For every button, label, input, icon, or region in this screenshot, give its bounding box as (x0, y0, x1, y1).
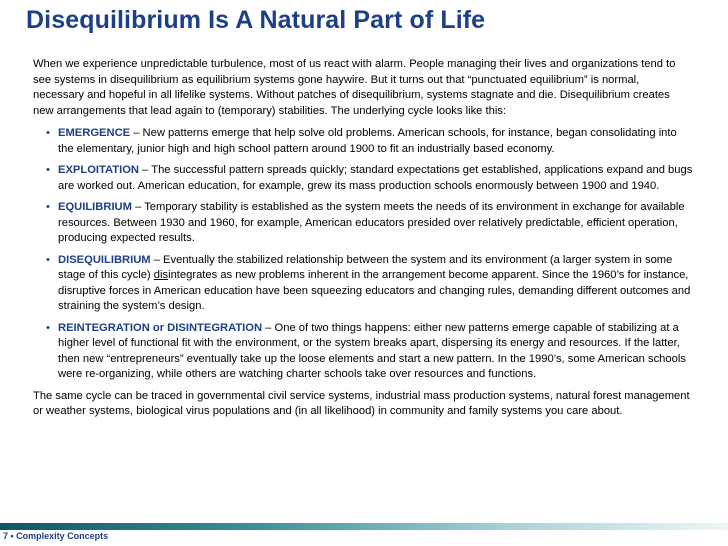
cycle-term: DISEQUILIBRIUM (58, 253, 151, 266)
cycle-item-reintegration (33, 321, 693, 383)
slide-body (33, 57, 693, 420)
cycle-description: – New patterns emerge that help solve old problems. American schools, for instance, began consolidating into the elementary, junior high and high school pattern around 1900 to fit an industrially based economy. (58, 127, 677, 155)
slide-title: Disequilibrium Is A Natural Part of Life (26, 6, 486, 34)
bullet-icon: • (46, 321, 50, 334)
cycle-item-equilibrium (33, 200, 693, 247)
cycle-term: EQUILIBRIUM (58, 201, 132, 213)
cycle-item-disequilibrium (33, 253, 693, 315)
underlined-prefix: dis (153, 269, 169, 281)
cycle-term: EMERGENCE (58, 127, 131, 139)
cycle-description: – The successful pattern spreads quickly; standard expectations get established, applications expand and bugs are worked out. American education, for example, grew its mass production schools enormously between 1900 and 1940. (58, 164, 693, 192)
cycle-term: REINTEGRATION or DISINTEGRATION (58, 321, 263, 334)
intro-paragraph: When we experience unpredictable turbulence, most of us react with alarm. People managing their lives and organizations tend to see systems in disequilibrium as equilibrium systems gone haywire. But it turns out that “punctuated equilibrium” is normal, necessary and hopeful in all lifelike systems. Without patches of disequilibrium, systems stagnate and die. Disequilibrium creates new arrangements that lead again to (temporary) stabilities. The underlying cycle looks like this: (33, 58, 676, 117)
closing-paragraph: The same cycle can be traced in governmental civil service systems, industrial mass production systems, natural forest management or weather systems, biological virus populations and (in all likelihood) in community and family systems you care about. (33, 389, 690, 417)
bullet-icon: • (46, 127, 50, 139)
bullet-icon: • (46, 164, 50, 176)
cycle-term: EXPLOITATION (58, 164, 140, 176)
cycle-description: – One of two things happens: either new patterns emerge capable of stabilizing at a higher level of functional fit with the environment, or the system breaks apart, dispersing its energy and resources. If the latter, then new “entrepreneurs” eventually take up the loose elements and start a new pattern. In the 1990’s, some American schools were re-organizing, while others are watching charter schools take over resources and functions. (58, 321, 686, 380)
footer-gradient-bar (0, 523, 728, 530)
cycle-list (33, 126, 693, 383)
cycle-item-exploitation (33, 163, 693, 194)
footer-label: 7 • Complexity Concepts (3, 531, 109, 541)
cycle-description-start: – Eventually the stabilized relationship between the system and its environment (a larger system in some stage of this cycle) (58, 253, 673, 281)
cycle-description-end: integrates as new problems inherent in the arrangement become apparent. Since the 1960’s for instance, disruptive forces in American education have been squeezing educators and changing rules, demanding different outcomes and straining the system’s design. (58, 269, 691, 312)
cycle-description: – Temporary stability is established as the system meets the needs of its environment in exchange for available resources. Between 1930 and 1960, for example, American educators presided over relatively predictable, efficient operation, producing expected results. (58, 201, 685, 244)
cycle-item-emergence (33, 126, 693, 157)
bullet-icon: • (46, 201, 50, 213)
bullet-icon: • (46, 253, 50, 266)
